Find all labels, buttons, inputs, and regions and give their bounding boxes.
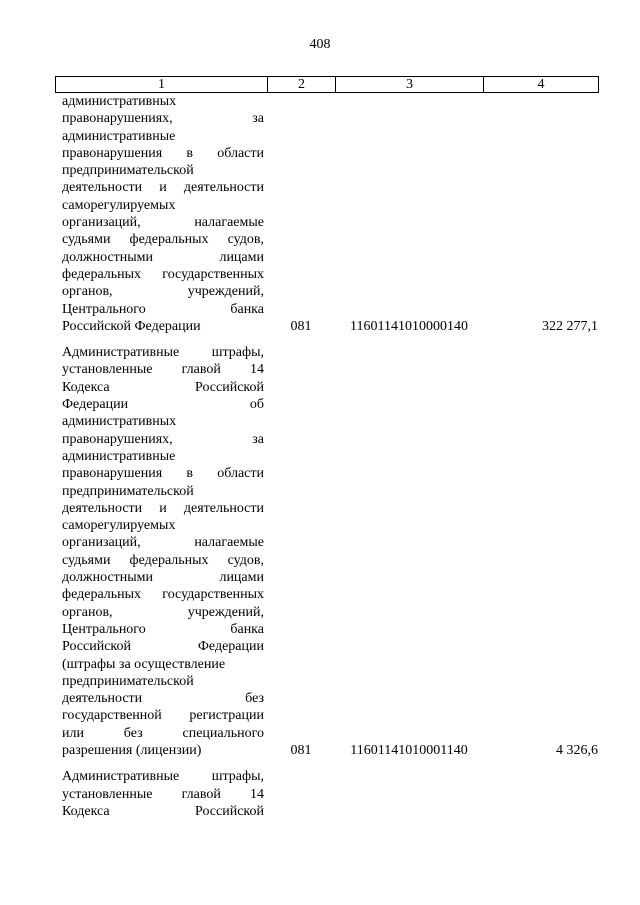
header-col-4: 4 [484, 77, 599, 93]
description-line: должностными лицами [62, 570, 264, 586]
description-line: правонарушения в области [62, 466, 264, 482]
description-line: разрешения (лицензии) [62, 743, 202, 759]
description-line: должностными лицами [62, 249, 264, 265]
description-line: деятельности и деятельности [62, 180, 264, 196]
header-col-3: 3 [336, 77, 484, 93]
description-line: Российской Федерации [62, 639, 264, 655]
description-line: административные [62, 448, 176, 464]
description-line: правонарушениях, за [62, 431, 264, 447]
amount: 4 326,6 [556, 743, 598, 759]
description-line: (штрафы за осуществление [62, 656, 226, 672]
description-line: предпринимательской [62, 483, 194, 499]
description-line: деятельности без [62, 691, 264, 707]
description-line: административных [62, 94, 177, 109]
admin-code: 081 [290, 743, 312, 759]
description-line: саморегулируемых [62, 518, 176, 534]
description-line: установленные главой 14 [62, 362, 264, 378]
description-line: Центрального банка [62, 621, 264, 637]
row-description [62, 768, 264, 820]
description-line: органов, учреждений, [62, 284, 264, 300]
description-line: административных [62, 414, 177, 430]
table-row [0, 93, 640, 344]
description-line: Административные штрафы, [62, 769, 264, 785]
description-line: предпринимательской [62, 163, 194, 179]
description-line: Российской Федерации [62, 318, 201, 334]
page-number: 408 [309, 37, 331, 52]
description-line: органов, учреждений, [62, 604, 264, 620]
description-line: Центрального банка [62, 301, 264, 317]
description-line: предпринимательской [62, 673, 194, 689]
description-line: саморегулируемых [62, 197, 176, 213]
amount: 322 277,1 [542, 318, 598, 334]
description-line: Кодекса Российской [62, 803, 264, 819]
description-line: правонарушениях, за [62, 111, 264, 127]
description-line: установленные главой 14 [62, 786, 264, 802]
row-description [62, 344, 264, 759]
description-line: Федерации об [62, 397, 264, 413]
budget-classification-code: 11601141010001140 [350, 743, 468, 759]
table-row [0, 344, 640, 768]
description-line: организаций, налагаемые [62, 215, 264, 231]
header-row [56, 77, 599, 93]
description-line: федеральных государственных [62, 266, 264, 282]
description-line: организаций, налагаемые [62, 535, 264, 551]
table-row [0, 768, 640, 829]
column-number-header [55, 76, 599, 93]
description-line: государственной регистрации [62, 708, 264, 724]
description-line: Кодекса Российской [62, 379, 264, 395]
description-line: судьями федеральных судов, [62, 552, 264, 568]
description-line: правонарушения в области [62, 145, 264, 161]
description-line: федеральных государственных [62, 587, 264, 603]
description-line: судьями федеральных судов, [62, 232, 264, 248]
table-body [0, 93, 640, 829]
row-description [62, 93, 264, 335]
header-col-2: 2 [268, 77, 336, 93]
header-col-1: 1 [56, 77, 268, 93]
description-line: деятельности и деятельности [62, 500, 264, 516]
admin-code: 081 [290, 318, 312, 334]
description-line: Административные штрафы, [62, 345, 264, 361]
budget-classification-code: 11601141010000140 [350, 318, 468, 334]
description-line: административные [62, 128, 176, 144]
description-line: или без специального [62, 725, 264, 741]
